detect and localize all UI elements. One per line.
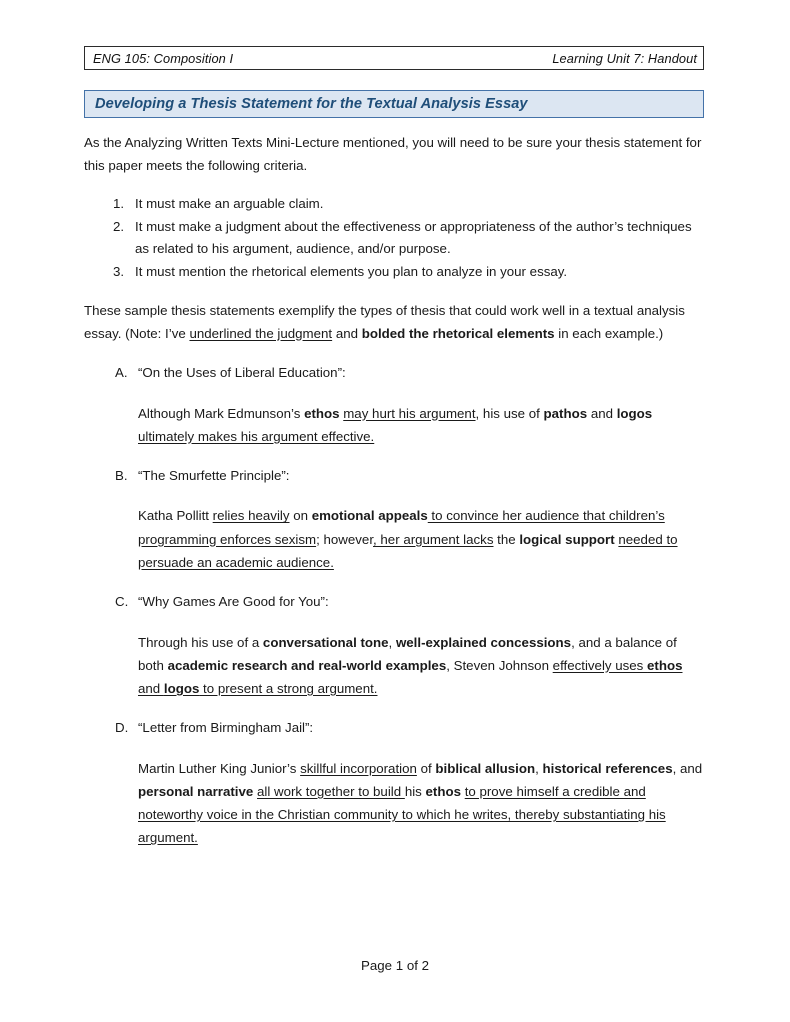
thesis-segment: personal narrative	[138, 783, 254, 799]
thesis-segment: , and	[672, 760, 703, 776]
note-middle: and	[332, 325, 362, 341]
document-header	[84, 46, 704, 70]
header-course-label: ENG 105: Composition I	[93, 50, 234, 66]
thesis-segment: on	[289, 508, 312, 524]
criteria-item	[84, 216, 704, 261]
note-underlined-phrase: underlined the judgment	[189, 325, 333, 341]
criteria-item-marker: 3.	[113, 263, 125, 279]
example-title: “Why Games Are Good for You”:	[138, 594, 329, 610]
thesis-segment: ultimately makes his argument effective.	[138, 428, 375, 444]
thesis-segment: logos	[616, 405, 653, 421]
thesis-segment: emotional appeals	[311, 508, 428, 524]
spacer	[84, 448, 704, 465]
thesis-segment: ethos	[647, 657, 683, 673]
thesis-segment: , her argument lacks	[373, 531, 494, 547]
criteria-list	[84, 193, 704, 283]
example-thesis	[138, 757, 704, 850]
thesis-segment: to prove himself a credible and noteworthy voice in the Christian community to which he writes, thereby substantiating his argument.	[138, 783, 666, 846]
example-thesis	[138, 631, 704, 701]
thesis-segment: the	[493, 531, 520, 547]
spacer	[84, 700, 704, 717]
page-title-banner	[84, 90, 704, 118]
note-lead: These sample thesis statements exemplify the types of thesis that could work well in a textual analysis essay. (Note: I’ve	[84, 303, 685, 341]
example-item	[84, 591, 704, 700]
thesis-segment: Although Mark Edmunson’s	[138, 405, 305, 421]
thesis-segment: ,	[535, 760, 543, 776]
thesis-segment: Katha Pollitt	[138, 508, 213, 524]
thesis-segment: pathos	[543, 405, 588, 421]
criteria-item-label: It must make a judgment about the effectiveness or appropriateness of the author’s techniques as related to his argument, audience, and/or purpose.	[135, 218, 692, 256]
thesis-segment: needed to persuade an academic audience.	[138, 531, 678, 570]
thesis-segment: , and a balance of both	[138, 634, 677, 673]
thesis-segment: may hurt his argument	[343, 405, 476, 421]
example-thesis	[138, 504, 704, 574]
spacer	[84, 574, 704, 591]
example-title: “The Smurfette Principle”:	[138, 467, 290, 483]
criteria-item-label: It must mention the rhetorical elements you plan to analyze in your essay.	[135, 263, 568, 279]
document-body	[84, 132, 704, 849]
thesis-segment: ,	[388, 634, 396, 650]
example-marker: B.	[115, 467, 128, 483]
spacer	[84, 177, 704, 193]
thesis-segment: his	[404, 783, 426, 799]
header-unit-label: Learning Unit 7: Handout	[552, 50, 697, 66]
intro-paragraph: As the Analyzing Written Texts Mini-Lecture mentioned, you will need to be sure your thesis statement for this paper meets the following criteria.	[84, 135, 702, 173]
spacer	[84, 283, 704, 300]
thesis-segment: skillful incorporation	[300, 760, 417, 776]
thesis-segment: ethos	[304, 405, 340, 421]
thesis-segment: academic research and real-world examples	[167, 657, 447, 673]
example-marker: D.	[115, 720, 129, 736]
thesis-segment: well-explained concessions	[395, 634, 572, 650]
thesis-segment: relies heavily	[212, 508, 290, 524]
page-footer	[0, 958, 790, 973]
thesis-segment: ; however	[316, 531, 374, 547]
thesis-segment: ethos	[425, 783, 461, 799]
note-paragraph	[84, 300, 704, 345]
examples-list	[84, 362, 704, 849]
thesis-segment: , his use of	[475, 405, 544, 421]
example-marker: C.	[115, 594, 129, 610]
thesis-segment: , Steven Johnson	[446, 657, 553, 673]
example-thesis	[138, 402, 704, 448]
thesis-segment: logos	[163, 680, 200, 696]
thesis-segment: biblical allusion	[435, 760, 536, 776]
thesis-segment: and	[138, 680, 164, 696]
thesis-segment: to convince her audience that children’s programming enforces sexism	[138, 508, 665, 547]
thesis-segment: all work together to build	[257, 783, 405, 799]
criteria-item	[84, 261, 704, 284]
criteria-item-marker: 1.	[113, 196, 125, 211]
example-title: “Letter from Birmingham Jail”:	[138, 720, 314, 736]
example-marker: A.	[115, 365, 128, 380]
criteria-item	[84, 193, 704, 216]
footer-page-number: Page 1 of 2	[360, 958, 430, 973]
example-item	[84, 717, 704, 849]
thesis-segment: effectively uses	[552, 657, 648, 673]
note-tail: in each example.)	[554, 325, 664, 341]
thesis-segment: Martin Luther King Junior’s	[138, 760, 301, 776]
example-title: “On the Uses of Liberal Education”:	[138, 365, 346, 380]
thesis-segment: of	[416, 760, 436, 776]
criteria-item-marker: 2.	[113, 218, 125, 234]
thesis-segment: historical references	[542, 760, 673, 776]
example-item	[84, 362, 704, 448]
thesis-segment: to present a strong argument.	[199, 680, 378, 696]
criteria-item-label: It must make an arguable claim.	[135, 196, 324, 211]
thesis-segment: logical support	[519, 531, 615, 547]
example-item	[84, 465, 704, 574]
page-title: Developing a Thesis Statement for the Textual Analysis Essay	[95, 96, 528, 112]
thesis-segment: and	[587, 405, 617, 421]
note-bolded-phrase: bolded the rhetorical elements	[361, 325, 555, 341]
spacer	[84, 345, 704, 362]
thesis-segment: Through his use of a	[138, 634, 263, 650]
thesis-segment: conversational tone	[262, 634, 389, 650]
